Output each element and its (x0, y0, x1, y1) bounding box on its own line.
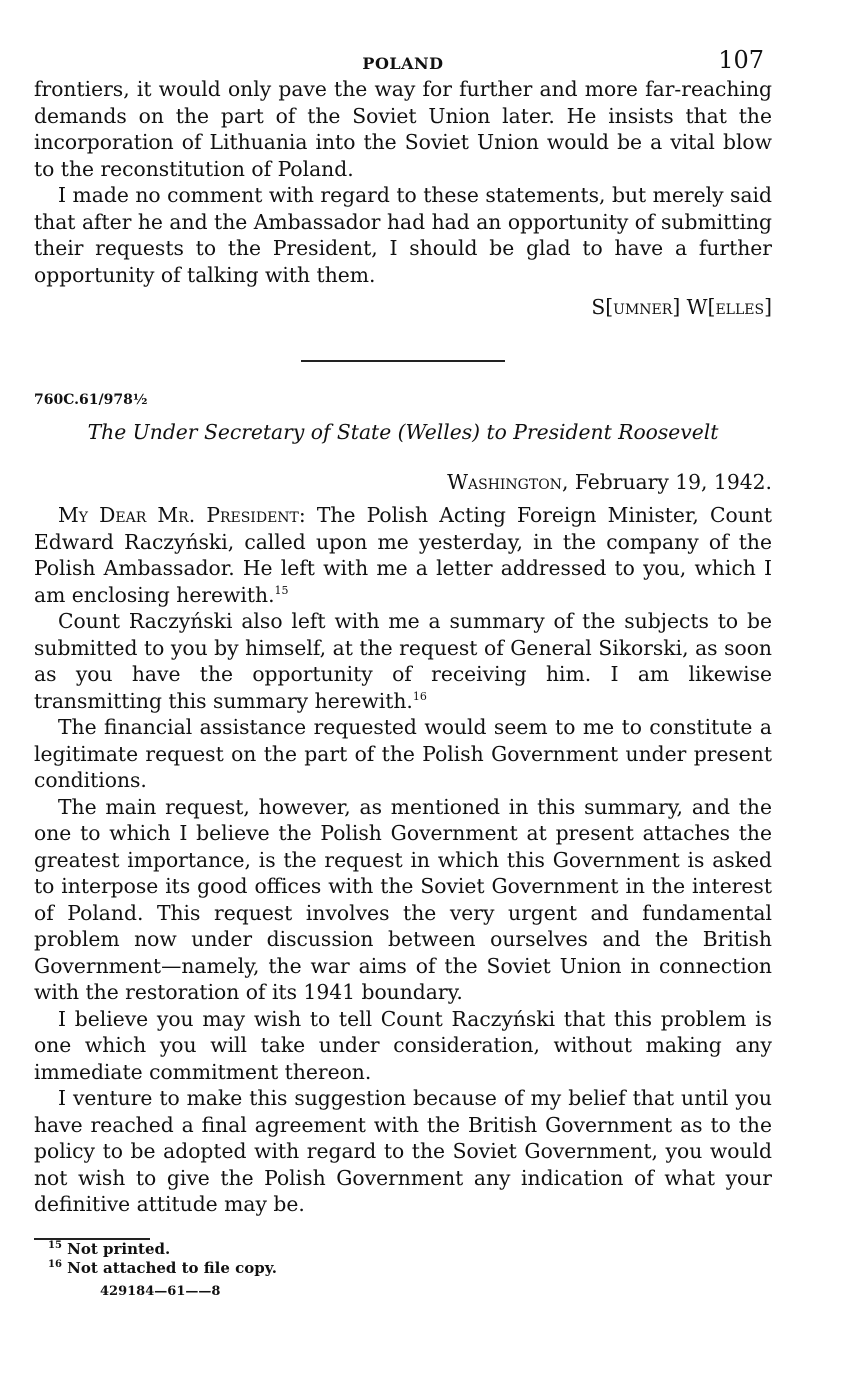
signature-part: umner (613, 295, 673, 319)
footnote (48, 1240, 772, 1259)
salutation: My Dear Mr. President: (58, 503, 306, 527)
page-header (34, 40, 772, 76)
footnote-number: 15 (48, 1239, 62, 1251)
dateline-date: , February 19, 1942. (561, 470, 772, 494)
letter-paragraph (34, 502, 772, 608)
letter-paragraph: The financial assistance requested would seem to me to constitute a legitimate request on the part of the Polish Government under present conditions. (34, 715, 772, 792)
section-divider (301, 360, 505, 362)
dateline-place: Washington (447, 470, 562, 494)
paragraph-text: The Polish Acting Foreign Minister, Count Edward Raczyński, called upon me yesterday, in the company of the Polish Ambassador. He left with me a letter addressed to you, which I am enclosing herewith. (34, 503, 772, 607)
file-number: 760C.61/978½ (34, 392, 148, 408)
dateline (34, 470, 772, 502)
signature (34, 292, 772, 322)
footnote-number: 16 (48, 1258, 62, 1270)
letter-paragraph: I venture to make this suggestion because of my belief that until you have reached a final agreement with the British Government as to the policy to be adopted with regard to the Soviet Government, you would not wish to give the Polish Government any indication of what your definitive attitude may be. (34, 1086, 772, 1216)
footnote-text: Not printed. (67, 1239, 171, 1258)
letter-paragraph (34, 608, 772, 714)
continued-paragraph: frontiers, it would only pave the way for further and more far-reaching demands on the part of the Soviet Union later. He insists that the incorporation of Lithuania into the Soviet Union would be a vital blow to the reconstitution of Poland. (34, 77, 772, 181)
letter-paragraph: The main request, however, as mentioned in this summary, and the one to which I believe the Polish Government at present attaches the greatest importance, is the request in which this Government is asked to interpose its good offices with the Soviet Government in the interest of Poland. This request involves the very urgent and fundamental problem now under discussion between ourselves and the British Government—namely, the war aims of the Soviet Union in connection with the restoration of its 1941 boundary. (34, 794, 772, 1004)
footnote (48, 1259, 772, 1278)
footnote-text: Not attached to file copy. (67, 1258, 277, 1277)
signature-part: S[ (591, 295, 614, 319)
document-title: The Under Secretary of State (Welles) to President Roosevelt (87, 420, 719, 444)
paragraph-text: Count Raczyński also left with me a summary of the subjects to be submitted to you by himself, at the request of General Sikorski, as soon as you have the opportunity of receiving him. I am likewise transmitting this summary herewith. (34, 609, 772, 713)
letter-paragraph: I believe you may wish to tell Count Raczyński that this problem is one which you will take under consideration, without making any immediate commitment thereon. (34, 1006, 772, 1084)
footnote-ref: 15 (274, 583, 289, 597)
closing-paragraph: I made no comment with regard to these statements, but merely said that after he and the Ambassador had had an opportunity of submitting their requests to the President, I should be glad to have a further opportunity of talking with them. (34, 183, 772, 287)
signature-part: ] W[ (672, 295, 716, 319)
signature-part: elles (715, 295, 765, 319)
page-number: 107 (718, 46, 764, 74)
running-head: POLAND (362, 54, 444, 73)
print-code: 429184—61——8 (100, 1283, 221, 1299)
signature-part: ] (764, 295, 772, 319)
document-page (34, 40, 772, 1299)
footnote-ref: 16 (412, 689, 427, 703)
